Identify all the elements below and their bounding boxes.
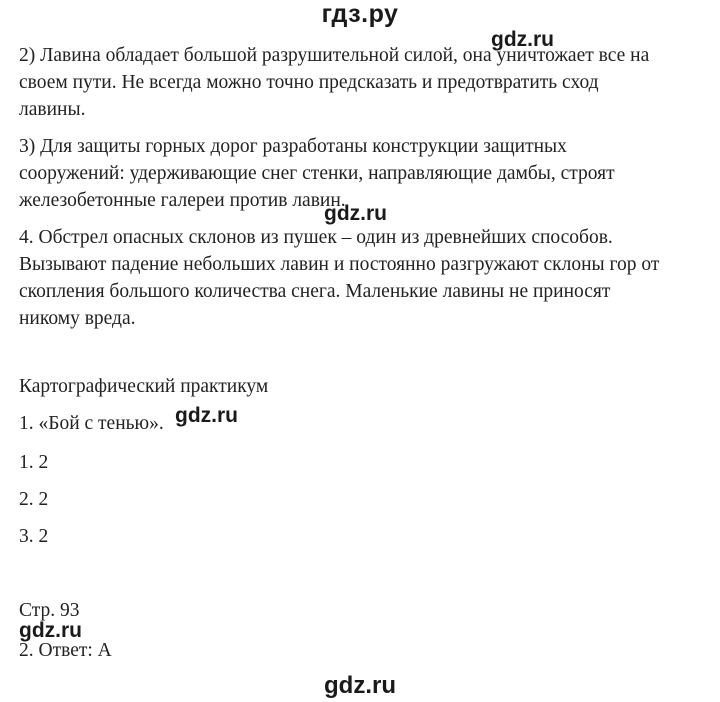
- watermark: gdz.ru: [324, 672, 396, 699]
- paragraph-2-line-1: 2) Лавина обладает большой разрушительной силой, она уничтожает все на: [19, 45, 650, 66]
- page-reference: Стр. 93: [19, 600, 80, 621]
- answer-3: 3. 2: [19, 526, 49, 547]
- watermark: gdz.ru: [175, 404, 238, 427]
- paragraph-4-line-4: никому вреда.: [19, 308, 136, 329]
- site-title: гдз.ру: [321, 0, 399, 28]
- paragraph-4-line-3: скопления большого количества снега. Маленькие лавины не приносят: [19, 281, 611, 302]
- answer-1: 1. 2: [19, 452, 49, 473]
- paragraph-2-line-2: своем пути. Не всегда можно точно предсказать и предотвратить сход: [19, 72, 599, 93]
- watermark: gdz.ru: [324, 202, 387, 225]
- paragraph-3-line-1: 3) Для защиты горных дорог разработаны конструкции защитных: [19, 136, 567, 157]
- paragraph-4-line-1: 4. Обстрел опасных склонов из пушек – один из древнейших способов.: [19, 227, 613, 248]
- item-title: 1. «Бой с тенью».: [19, 413, 164, 434]
- paragraph-4-line-2: Вызывают падение небольших лавин и постоянно разгружают склоны гор от: [19, 254, 660, 275]
- paragraph-2-line-3: лавины.: [19, 99, 86, 120]
- section-title: Картографический практикум: [19, 376, 269, 397]
- paragraph-3-line-2: сооружений: удерживающие снег стенки, направляющие дамбы, строят: [19, 163, 615, 184]
- paragraph-3-line-3: железобетонные галереи против лавин.: [19, 190, 346, 211]
- watermark: gdz.ru: [491, 28, 554, 51]
- answer-line: 2. Ответ: А: [19, 640, 112, 661]
- answer-2: 2. 2: [19, 489, 49, 510]
- watermark: gdz.ru: [19, 619, 82, 642]
